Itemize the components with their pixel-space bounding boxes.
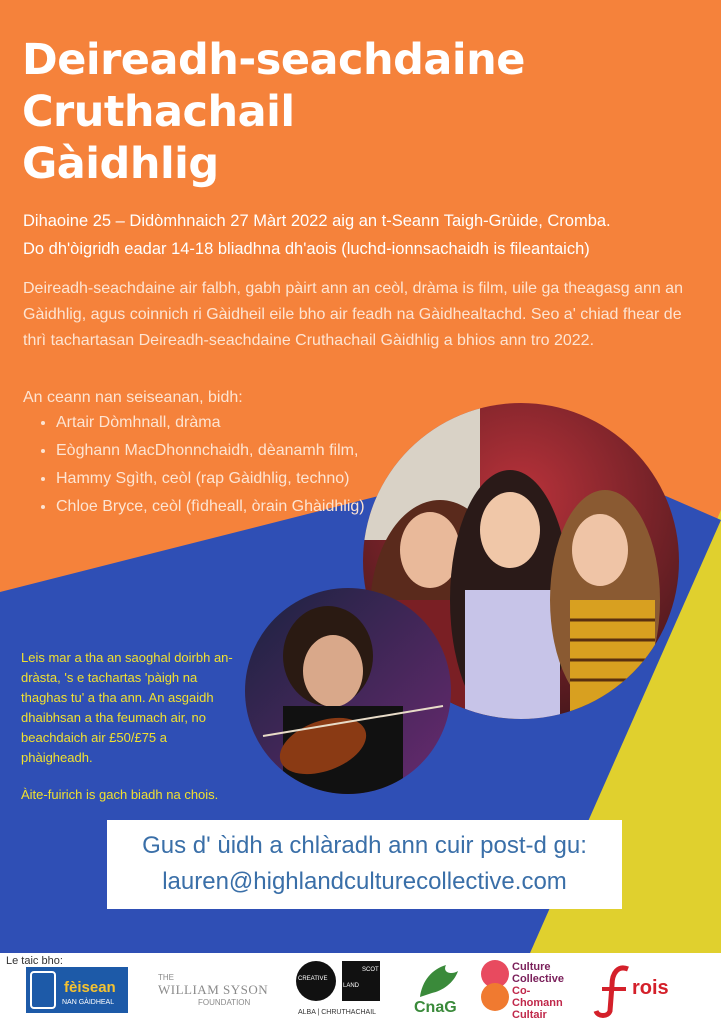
feisean-text: fèisean bbox=[64, 979, 116, 996]
title-line-3: Gàidhlig bbox=[22, 139, 219, 189]
event-audience: Do dh'òigridh eadar 14-18 bliadhna dh'aois (luchd-ionnsachaidh is fileantaich) bbox=[23, 240, 590, 258]
contact-email[interactable]: lauren@highlandculturecollective.com bbox=[162, 868, 567, 895]
sessions-list bbox=[34, 411, 376, 523]
cnag-bird-icon bbox=[412, 961, 464, 1001]
contact-box bbox=[107, 820, 622, 909]
page-title bbox=[22, 34, 525, 190]
title-line-2: Cruthachail bbox=[22, 87, 295, 137]
event-description: Deireadh-seachdaine air falbh, gabh pàirt ann an ceòl, dràma is film, uile ga theagasg ann an Gàidhlig, agus coinnich ri Gàidheil eile bho air feadh na Gàidhealtachd. Seo a' chiad fhear de thrì tachartasan Deireadh-seachdaine Cruthachail Gàidhlig a bhios ann tro 2022. bbox=[23, 280, 683, 349]
list-item: • Artair Dòmhnall, dràma bbox=[56, 411, 376, 435]
feisean-logo: fèisean NAN GÀIDHEAL bbox=[26, 967, 128, 1013]
violinist-photo bbox=[243, 586, 453, 796]
feis-rois-logo: rois bbox=[590, 963, 700, 1018]
sessions-intro: An ceann nan seiseanan, bidh: bbox=[23, 389, 243, 406]
support-label: Le taic bho: bbox=[6, 955, 63, 967]
culture-collective-icon bbox=[480, 959, 510, 1013]
creative-scotland-logo: CREATIVE SCOT LAND ALBA | CHRUTHACHAIL bbox=[296, 961, 384, 1021]
title-line-1: Deireadh-seachdaine bbox=[22, 35, 525, 85]
list-item: • Eòghann MacDhonnchaidh, dèanamh film, bbox=[56, 439, 376, 463]
william-syson-logo: THE WILLIAM SYSON FOUNDATION bbox=[158, 973, 269, 1007]
list-item: • Chloe Bryce, ceòl (fìdheall, òrain Ghàidhlig) bbox=[56, 495, 376, 519]
support-bar bbox=[0, 953, 721, 1023]
contact-prompt: Gus d' ùidh a chlàradh ann cuir post-d gu: bbox=[142, 832, 587, 859]
cnag-logo: CnaG bbox=[412, 961, 464, 1021]
event-dates: Dihaoine 25 – Didòmhnaich 27 Màrt 2022 aig an t-Seann Taigh-Grùide, Cromba. bbox=[23, 212, 611, 230]
culture-collective-logo: Culture Collective Co-Chomann Cultair bbox=[480, 959, 580, 1019]
cost-text: Leis mar a tha an saoghal doirbh an-dràsta, 's e tachartas 'pàigh na thaghas tu' a tha ann. An asgaidh dhaibhsan a tha feumach air, no beachdaich air £50/£75 a phàigheadh. bbox=[21, 650, 233, 765]
list-item: • Hammy Sgìth, ceòl (rap Gàidhlig, techno) bbox=[56, 467, 376, 491]
accommodation-text: Àite-fuirich is gach biadh na chois. bbox=[21, 787, 219, 802]
